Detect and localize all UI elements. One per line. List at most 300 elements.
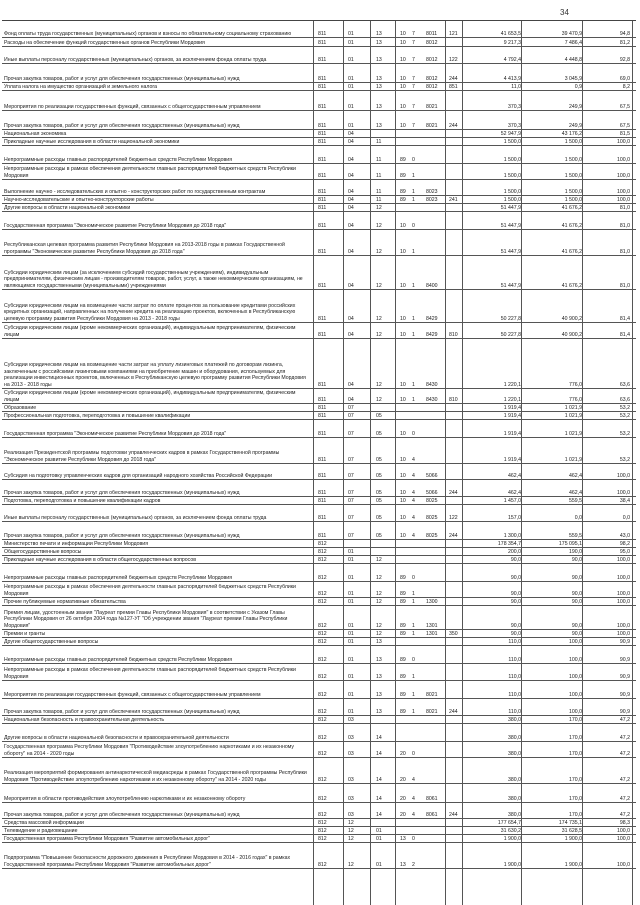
row-planned-amount: 51 447,9 xyxy=(500,248,521,255)
row-target-code-item: 8012 xyxy=(426,83,438,90)
row-execution-percent: 47,2 xyxy=(619,716,630,723)
row-section-code: 07 xyxy=(348,489,354,496)
row-target-code-subprogram: 0 xyxy=(412,656,415,663)
row-ministry-code: 811 xyxy=(318,172,327,179)
table-row xyxy=(2,556,636,564)
row-section-code: 01 xyxy=(348,656,354,663)
row-target-code-subprogram: 0 xyxy=(412,222,415,229)
row-target-code-program: 13 xyxy=(400,861,406,868)
row-target-code-subprogram: 7 xyxy=(412,30,415,37)
row-name: Субсидии юридическим лицам на возмещение части затрат по оплате процентов за пользование кредитами российских кредитных организаций, направленных на получение кредита на реализацию проектов, включенных в Республиканскую целевую программу развития Республики Мордовия на 2013 - 2018 годы xyxy=(4,302,296,322)
row-name: Прочая закупка товаров, работ и услуг для обеспечения государственных (муниципальных) нужд xyxy=(4,122,240,129)
table-row xyxy=(2,389,636,404)
row-planned-amount: 380,0 xyxy=(508,811,521,818)
row-execution-percent: 100,0 xyxy=(617,138,630,145)
row-actual-amount: 1 500,0 xyxy=(564,156,582,163)
row-section-code: 04 xyxy=(348,156,354,163)
row-actual-amount: 776,0 xyxy=(569,396,582,403)
table-row xyxy=(2,438,636,464)
table-row xyxy=(2,91,636,111)
row-section-code: 04 xyxy=(348,196,354,203)
row-target-code-item: 1300 xyxy=(426,598,438,605)
row-ministry-code: 811 xyxy=(318,404,327,411)
row-section-code: 07 xyxy=(348,514,354,521)
row-actual-amount: 249,9 xyxy=(569,122,582,129)
row-target-code-program: 20 xyxy=(400,795,406,802)
row-section-code: 07 xyxy=(348,497,354,504)
row-planned-amount: 1 500,0 xyxy=(503,172,521,179)
row-name: Непрограммные расходы в рамках обеспечения деятельности главных распорядителей бюджетных средств Республики Мордовия xyxy=(4,166,296,179)
row-name: Непрограммные расходы в рамках обеспечения деятельности главных распорядителей бюджетных средств Республики Мордовия xyxy=(4,584,296,597)
table-row xyxy=(2,111,636,130)
row-subsection-code: 12 xyxy=(376,315,382,322)
row-target-code-subprogram: 7 xyxy=(412,83,415,90)
row-name: Премии и гранты xyxy=(4,630,46,637)
row-expense-type-code: 851 xyxy=(449,83,458,90)
row-target-code-program: 89 xyxy=(400,708,406,715)
table-row xyxy=(2,784,636,803)
row-ministry-code: 811 xyxy=(318,204,327,211)
table-row xyxy=(2,724,636,742)
table-row xyxy=(2,21,636,38)
table-row xyxy=(2,146,636,164)
row-actual-amount: 559,5 xyxy=(569,532,582,539)
row-target-code-subprogram: 1 xyxy=(412,172,415,179)
row-name: Прикладные научные исследования в области общегосударственных вопросов xyxy=(4,556,196,563)
table-row xyxy=(2,819,636,827)
row-section-code: 12 xyxy=(348,835,354,842)
row-actual-amount: 175 095,1 xyxy=(558,540,582,547)
row-section-code: 01 xyxy=(348,630,354,637)
table-row xyxy=(2,598,636,606)
row-planned-amount: 380,0 xyxy=(508,750,521,757)
row-planned-amount: 1 500,0 xyxy=(503,138,521,145)
row-actual-amount: 170,0 xyxy=(569,716,582,723)
row-subsection-code: 13 xyxy=(376,30,382,37)
row-name: Подготовка, переподготовка и повышение квалификации кадров xyxy=(4,497,161,504)
table-row xyxy=(2,339,636,389)
table-row xyxy=(2,664,636,681)
row-target-code-program: 89 xyxy=(400,590,406,597)
row-target-code-item: 8061 xyxy=(426,811,438,818)
row-target-code-program: 10 xyxy=(400,315,406,322)
row-section-code: 04 xyxy=(348,204,354,211)
table-row xyxy=(2,548,636,556)
row-planned-amount: 51 447,9 xyxy=(500,204,521,211)
row-execution-percent: 81,2 xyxy=(619,39,630,46)
row-subsection-code: 11 xyxy=(376,172,382,179)
row-ministry-code: 812 xyxy=(318,590,327,597)
row-ministry-code: 812 xyxy=(318,708,327,715)
row-ministry-code: 812 xyxy=(318,638,327,645)
row-ministry-code: 811 xyxy=(318,103,327,110)
row-execution-percent: 67,5 xyxy=(619,122,630,129)
row-actual-amount: 41 676,2 xyxy=(561,282,582,289)
row-name: Непрограммные расходы главных распорядителей бюджетных средств Республики Мордовия xyxy=(4,574,233,581)
row-planned-amount: 1 900,0 xyxy=(503,861,521,868)
row-target-code-subprogram: 1 xyxy=(412,196,415,203)
row-target-code-subprogram: 1 xyxy=(412,381,415,388)
row-planned-amount: 110,0 xyxy=(508,691,521,698)
row-planned-amount: 90,0 xyxy=(510,590,521,597)
table-row xyxy=(2,522,636,540)
row-expense-type-code: 810 xyxy=(449,396,458,403)
table-row xyxy=(2,180,636,196)
row-execution-percent: 95,0 xyxy=(619,548,630,555)
row-actual-amount: 1 500,0 xyxy=(564,172,582,179)
row-execution-percent: 100,0 xyxy=(617,172,630,179)
row-section-code: 01 xyxy=(348,56,354,63)
row-section-code: 03 xyxy=(348,716,354,723)
row-execution-percent: 81,4 xyxy=(619,315,630,322)
row-name: Прочая закупка товаров, работ и услуг для обеспечения государственных (муниципальных) нужд xyxy=(4,708,240,715)
row-name: Непрограммные расходы главных распорядителей бюджетных средств Республики Мордовия xyxy=(4,156,233,163)
row-target-code-program: 89 xyxy=(400,598,406,605)
row-execution-percent: 67,5 xyxy=(619,103,630,110)
row-subsection-code: 05 xyxy=(376,532,382,539)
row-ministry-code: 811 xyxy=(318,83,327,90)
row-subsection-code: 12 xyxy=(376,396,382,403)
row-target-code-program: 10 xyxy=(400,331,406,338)
row-ministry-code: 812 xyxy=(318,548,327,555)
row-expense-type-code: 244 xyxy=(449,532,458,539)
row-name: Телевидение и радиовещание xyxy=(4,827,78,834)
row-actual-amount: 1 500,0 xyxy=(564,196,582,203)
row-target-code-subprogram: 1 xyxy=(412,315,415,322)
table-row xyxy=(2,582,636,598)
row-target-code-program: 89 xyxy=(400,188,406,195)
row-target-code-item: 8429 xyxy=(426,315,438,322)
table-row xyxy=(2,630,636,638)
table-row xyxy=(2,681,636,699)
row-actual-amount: 4 448,8 xyxy=(564,56,582,63)
row-planned-amount: 110,0 xyxy=(508,708,521,715)
row-planned-amount: 1 500,0 xyxy=(503,188,521,195)
row-name: Государственная программа "Экономическое развитие Республики Мордовия до 2018 года" xyxy=(4,222,227,229)
row-execution-percent: 8,2 xyxy=(622,83,630,90)
row-ministry-code: 812 xyxy=(318,776,327,783)
row-actual-amount: 1 900,0 xyxy=(564,835,582,842)
row-ministry-code: 811 xyxy=(318,39,327,46)
row-planned-amount: 1 220,1 xyxy=(503,381,521,388)
row-subsection-code: 14 xyxy=(376,750,382,757)
row-actual-amount: 7 486,4 xyxy=(564,39,582,46)
row-actual-amount: 100,0 xyxy=(569,673,582,680)
row-target-code-program: 10 xyxy=(400,430,406,437)
row-target-code-item: 8021 xyxy=(426,122,438,129)
row-planned-amount: 1 220,1 xyxy=(503,396,521,403)
row-target-code-program: 89 xyxy=(400,574,406,581)
row-planned-amount: 380,0 xyxy=(508,776,521,783)
row-ministry-code: 811 xyxy=(318,222,327,229)
row-planned-amount: 1 300,0 xyxy=(503,532,521,539)
row-planned-amount: 4 792,4 xyxy=(503,56,521,63)
row-subsection-code: 13 xyxy=(376,56,382,63)
row-subsection-code: 12 xyxy=(376,222,382,229)
row-section-code: 04 xyxy=(348,222,354,229)
table-row xyxy=(2,323,636,339)
row-planned-amount: 50 227,8 xyxy=(500,331,521,338)
row-name: Государственная программа Республики Мордовия "Противодействие злоупотреблению наркотиками и их незаконному обороту" на 2014 - 2020 годы xyxy=(4,744,294,757)
row-name: Средства массовой информации xyxy=(4,819,84,826)
row-subsection-code: 05 xyxy=(376,456,382,463)
row-expense-type-code: 244 xyxy=(449,122,458,129)
row-actual-amount: 100,0 xyxy=(569,708,582,715)
row-section-code: 01 xyxy=(348,638,354,645)
table-row xyxy=(2,827,636,835)
row-ministry-code: 811 xyxy=(318,122,327,129)
row-execution-percent: 94,8 xyxy=(619,30,630,37)
row-actual-amount: 190,0 xyxy=(569,548,582,555)
row-planned-amount: 110,0 xyxy=(508,656,521,663)
row-planned-amount: 462,4 xyxy=(508,472,521,479)
row-actual-amount: 43 176,2 xyxy=(561,130,582,137)
row-subsection-code: 13 xyxy=(376,673,382,680)
row-target-code-program: 10 xyxy=(400,514,406,521)
row-name: Мероприятия по реализации государственных функций, связанных с общегосударственным управлением xyxy=(4,103,261,110)
row-execution-percent: 81,4 xyxy=(619,331,630,338)
row-target-code-subprogram: 2 xyxy=(412,861,415,868)
row-actual-amount: 90,0 xyxy=(571,622,582,629)
row-actual-amount: 174 735,1 xyxy=(558,819,582,826)
row-ministry-code: 811 xyxy=(318,532,327,539)
row-section-code: 01 xyxy=(348,574,354,581)
row-planned-amount: 200,0 xyxy=(508,548,521,555)
row-name: Выполнение научно - исследовательских и опытно - конструкторских работ по государственным контрактам xyxy=(4,188,266,195)
row-name: Государственная программа "Экономическое развитие Республики Мордовия до 2018 года" xyxy=(4,430,227,437)
row-execution-percent: 98,2 xyxy=(619,540,630,547)
table-row xyxy=(2,564,636,582)
row-actual-amount: 100,0 xyxy=(569,638,582,645)
row-planned-amount: 1 919,4 xyxy=(503,412,521,419)
row-target-code-subprogram: 0 xyxy=(412,430,415,437)
row-name: Профессиональная подготовка, переподготовка и повышение квалификации xyxy=(4,412,191,419)
row-planned-amount: 157,0 xyxy=(508,514,521,521)
row-subsection-code: 12 xyxy=(376,590,382,597)
row-actual-amount: 462,4 xyxy=(569,472,582,479)
row-target-code-program: 89 xyxy=(400,622,406,629)
row-target-code-subprogram: 1 xyxy=(412,248,415,255)
row-subsection-code: 05 xyxy=(376,489,382,496)
row-ministry-code: 811 xyxy=(318,130,327,137)
row-subsection-code: 11 xyxy=(376,188,382,195)
row-target-code-program: 10 xyxy=(400,381,406,388)
row-section-code: 01 xyxy=(348,122,354,129)
row-ministry-code: 812 xyxy=(318,861,327,868)
row-execution-percent: 90,9 xyxy=(619,708,630,715)
row-planned-amount: 177 654,7 xyxy=(497,819,521,826)
table-row xyxy=(2,835,636,843)
row-ministry-code: 812 xyxy=(318,750,327,757)
row-execution-percent: 100,0 xyxy=(617,156,630,163)
row-name: Мероприятия по реализации государственных функций, связанных с общегосударственным управлением xyxy=(4,691,261,698)
table-row xyxy=(2,742,636,758)
table-row xyxy=(2,412,636,420)
table-row xyxy=(2,843,636,869)
row-actual-amount: 40 900,2 xyxy=(561,315,582,322)
row-target-code-program: 89 xyxy=(400,656,406,663)
row-execution-percent: 47,2 xyxy=(619,750,630,757)
row-execution-percent: 100,0 xyxy=(617,196,630,203)
row-subsection-code: 12 xyxy=(376,381,382,388)
table-row xyxy=(2,404,636,412)
row-subsection-code: 12 xyxy=(376,598,382,605)
row-execution-percent: 100,0 xyxy=(617,630,630,637)
row-execution-percent: 100,0 xyxy=(617,472,630,479)
row-target-code-subprogram: 4 xyxy=(412,456,415,463)
row-execution-percent: 81,0 xyxy=(619,222,630,229)
row-target-code-item: 1301 xyxy=(426,622,438,629)
table-row xyxy=(2,420,636,438)
row-name: Иные выплаты персоналу государственных (муниципальных) органов, за исключением фонда оплаты труда xyxy=(4,56,267,63)
row-subsection-code: 05 xyxy=(376,430,382,437)
row-target-code-subprogram: 1 xyxy=(412,396,415,403)
row-name: Субсидии юридическим лицам (кроме некоммерческих организаций), индивидуальным предпринимателям, физическим лицам xyxy=(4,390,296,403)
row-expense-type-code: 241 xyxy=(449,196,458,203)
row-planned-amount: 31 630,2 xyxy=(500,827,521,834)
row-ministry-code: 811 xyxy=(318,456,327,463)
row-target-code-item: 8025 xyxy=(426,497,438,504)
table-row xyxy=(2,480,636,497)
row-ministry-code: 811 xyxy=(318,188,327,195)
row-execution-percent: 43,0 xyxy=(619,532,630,539)
row-actual-amount: 40 900,2 xyxy=(561,331,582,338)
row-target-code-subprogram: 7 xyxy=(412,39,415,46)
row-name: Прочая закупка товаров, работ и услуг для обеспечения государственных (муниципальных) нужд xyxy=(4,532,240,539)
row-target-code-subprogram: 1 xyxy=(412,188,415,195)
row-ministry-code: 811 xyxy=(318,412,327,419)
row-execution-percent: 90,9 xyxy=(619,691,630,698)
row-ministry-code: 811 xyxy=(318,430,327,437)
row-target-code-item: 8012 xyxy=(426,39,438,46)
row-target-code-subprogram: 4 xyxy=(412,776,415,783)
row-section-code: 07 xyxy=(348,456,354,463)
row-planned-amount: 1 919,4 xyxy=(503,456,521,463)
table-row xyxy=(2,464,636,480)
row-ministry-code: 811 xyxy=(318,472,327,479)
row-name: Субсидии юридическим лицам (кроме некоммерческих организаций), индивидуальным предпринимателям, физическим лицам xyxy=(4,325,296,338)
row-section-code: 01 xyxy=(348,75,354,82)
row-planned-amount: 11,0 xyxy=(511,83,521,90)
row-target-code-subprogram: 7 xyxy=(412,56,415,63)
row-target-code-program: 10 xyxy=(400,532,406,539)
row-subsection-code: 13 xyxy=(376,39,382,46)
row-expense-type-code: 244 xyxy=(449,75,458,82)
row-target-code-program: 10 xyxy=(400,83,406,90)
row-expense-type-code: 121 xyxy=(449,30,458,37)
row-target-code-program: 10 xyxy=(400,222,406,229)
row-name: Субсидия на подготовку управленческих кадров для организаций народного хозяйства Российской Федерации xyxy=(4,472,272,479)
row-planned-amount: 90,0 xyxy=(510,574,521,581)
row-actual-amount: 90,0 xyxy=(571,630,582,637)
row-target-code-subprogram: 1 xyxy=(412,630,415,637)
row-actual-amount: 0,0 xyxy=(574,514,582,521)
row-section-code: 04 xyxy=(348,188,354,195)
row-name: Прочая закупка товаров, работ и услуг для обеспечения государственных (муниципальных) нужд xyxy=(4,811,240,818)
row-actual-amount: 1 021,9 xyxy=(564,430,582,437)
row-target-code-subprogram: 4 xyxy=(412,514,415,521)
table-row xyxy=(2,164,636,180)
row-target-code-item: 8012 xyxy=(426,56,438,63)
row-section-code: 01 xyxy=(348,673,354,680)
row-name: Другие вопросы в области национальной экономики xyxy=(4,204,131,211)
row-name: Другие вопросы в области национальной безопасности и правоохранительной деятельности xyxy=(4,734,229,741)
table-row xyxy=(2,505,636,522)
row-actual-amount: 170,0 xyxy=(569,776,582,783)
row-planned-amount: 52 947,9 xyxy=(500,130,521,137)
row-name: Прочая закупка товаров, работ и услуг для обеспечения государственных (муниципальных) нужд xyxy=(4,75,240,82)
row-section-code: 04 xyxy=(348,248,354,255)
row-planned-amount: 110,0 xyxy=(508,638,521,645)
row-execution-percent: 81,0 xyxy=(619,282,630,289)
row-target-code-item: 8023 xyxy=(426,196,438,203)
row-ministry-code: 812 xyxy=(318,574,327,581)
row-target-code-program: 10 xyxy=(400,122,406,129)
row-name: Образование xyxy=(4,404,37,411)
row-actual-amount: 1 500,0 xyxy=(564,188,582,195)
row-name: Прочая закупка товаров, работ и услуг для обеспечения государственных (муниципальных) нужд xyxy=(4,489,240,496)
row-actual-amount: 170,0 xyxy=(569,795,582,802)
row-section-code: 01 xyxy=(348,39,354,46)
row-ministry-code: 811 xyxy=(318,315,327,322)
row-section-code: 03 xyxy=(348,776,354,783)
row-section-code: 03 xyxy=(348,811,354,818)
row-ministry-code: 812 xyxy=(318,656,327,663)
row-target-code-subprogram: 4 xyxy=(412,497,415,504)
row-ministry-code: 811 xyxy=(318,56,327,63)
row-actual-amount: 1 021,9 xyxy=(564,456,582,463)
row-name: Субсидии юридическим лицам на возмещение части затрат на уплату лизинговых платежей по договорам лизинга, заключенным с российскими лизинговыми компаниями на приобретение машин и оборудования, используемых для реализации инвестиционных проектов, включенных в Республиканскую целевую программу развития Республики Мордовия на 2013 - 2018 годы xyxy=(4,362,306,388)
row-subsection-code: 01 xyxy=(376,827,382,834)
row-subsection-code: 12 xyxy=(376,574,382,581)
row-planned-amount: 9 217,3 xyxy=(503,39,521,46)
row-actual-amount: 1 500,0 xyxy=(564,138,582,145)
row-section-code: 01 xyxy=(348,83,354,90)
row-target-code-program: 89 xyxy=(400,691,406,698)
row-target-code-program: 10 xyxy=(400,282,406,289)
row-name: Непрограммные расходы в рамках обеспечения деятельности главных распорядителей бюджетных средств Республики Мордовия xyxy=(4,667,296,680)
row-execution-percent: 100,0 xyxy=(617,188,630,195)
table-row xyxy=(2,83,636,91)
row-ministry-code: 812 xyxy=(318,734,327,741)
row-execution-percent: 0,0 xyxy=(622,514,630,521)
row-target-code-program: 20 xyxy=(400,776,406,783)
row-section-code: 07 xyxy=(348,472,354,479)
row-subsection-code: 14 xyxy=(376,776,382,783)
row-target-code-subprogram: 1 xyxy=(412,708,415,715)
row-actual-amount: 170,0 xyxy=(569,734,582,741)
row-actual-amount: 31 628,5 xyxy=(561,827,582,834)
row-target-code-program: 10 xyxy=(400,75,406,82)
row-target-code-program: 20 xyxy=(400,750,406,757)
row-subsection-code: 13 xyxy=(376,83,382,90)
row-planned-amount: 380,0 xyxy=(508,734,521,741)
row-planned-amount: 110,0 xyxy=(508,673,521,680)
row-name: Иные выплаты персоналу государственных (муниципальных) органов, за исключением фонда оплаты труда xyxy=(4,514,267,521)
row-execution-percent: 100,0 xyxy=(617,574,630,581)
row-name: Другие общегосударственные вопросы xyxy=(4,638,99,645)
row-target-code-item: 8025 xyxy=(426,532,438,539)
row-execution-percent: 81,0 xyxy=(619,204,630,211)
table-row xyxy=(2,138,636,146)
row-ministry-code: 811 xyxy=(318,196,327,203)
row-actual-amount: 100,0 xyxy=(569,691,582,698)
row-ministry-code: 811 xyxy=(318,156,327,163)
row-target-code-item: 8021 xyxy=(426,708,438,715)
row-subsection-code: 12 xyxy=(376,248,382,255)
row-execution-percent: 90,9 xyxy=(619,638,630,645)
row-name: Государственная программа Республики Мордовия "Развитие автомобильных дорог" xyxy=(4,835,210,842)
